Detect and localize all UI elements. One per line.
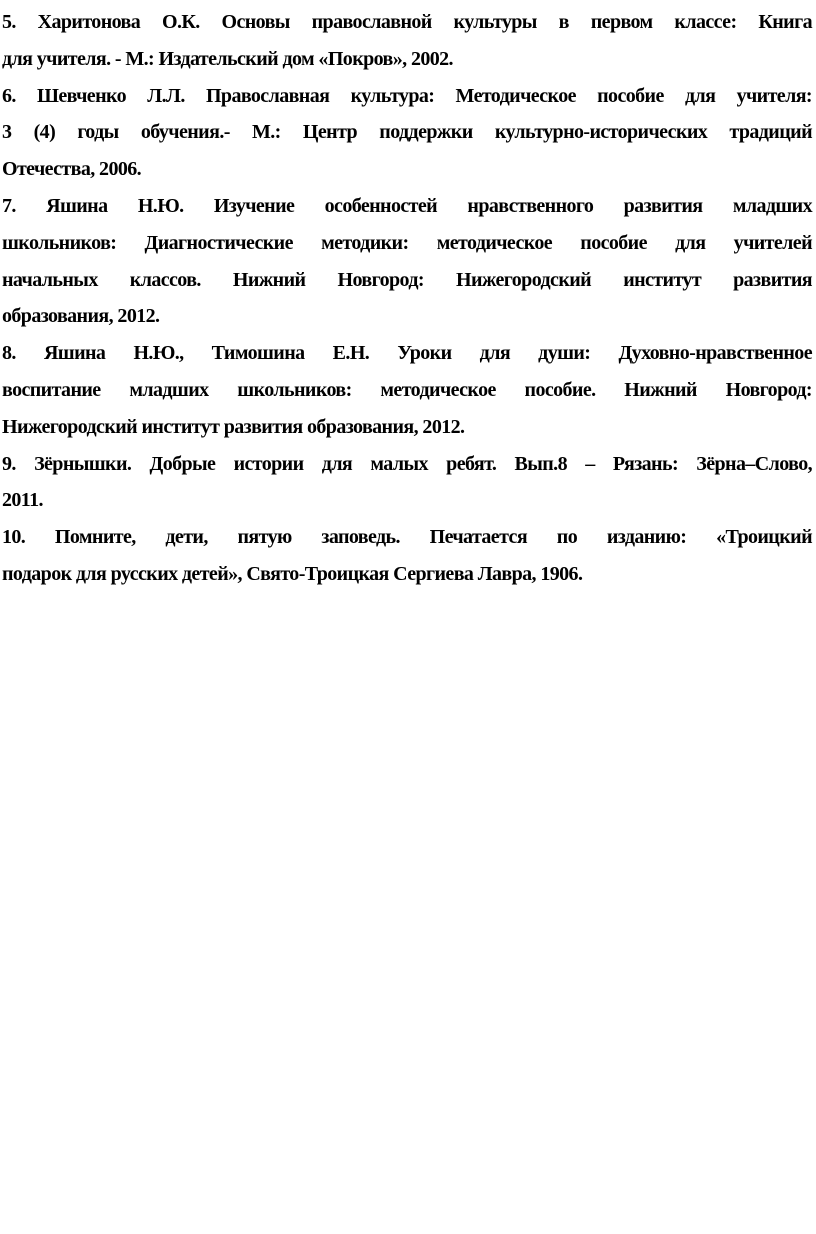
reference-line: подарок для русских детей», Свято-Троицкая Сергиева Лавра, 1906. (2, 562, 583, 585)
reference-line: Нижегородский институт развития образования, 2012. (2, 415, 465, 438)
reference-line: 5. Харитонова О.К. Основы православной культуры в первом классе: Книга (2, 11, 812, 33)
reference-line: 2011. (2, 489, 43, 512)
reference-line: 3 (4) годы обучения.- М.: Центр поддержки культурно-исторических традиций (2, 121, 812, 144)
reference-line: школьников: Диагностические методики: методическое пособие для учителей (2, 231, 812, 254)
reference-line: 9. Зёрнышки. Добрые истории для малых ребят. Вып.8 – Рязань: Зёрна–Слово, (2, 452, 812, 475)
reference-item-9 (2, 446, 812, 520)
reference-line: 8. Яшина Н.Ю., Тимошина Е.Н. Уроки для души: Духовно-нравственное (2, 342, 812, 365)
reference-line: 7. Яшина Н.Ю. Изучение особенностей нравственного развития младших (2, 194, 812, 217)
reference-item-7 (2, 188, 812, 335)
reference-list (2, 4, 812, 593)
reference-item-5 (2, 4, 812, 78)
reference-item-8 (2, 335, 812, 445)
reference-item-10 (2, 519, 812, 593)
reference-line: начальных классов. Нижний Новгород: Нижегородский институт развития (2, 268, 812, 291)
reference-line: воспитание младших школьников: методическое пособие. Нижний Новгород: (2, 378, 812, 401)
reference-line: 6. Шевченко Л.Л. Православная культура: Методическое пособие для учителя: (2, 84, 812, 107)
reference-line: 10. Помните, дети, пятую заповедь. Печатается по изданию: «Троицкий (2, 526, 812, 549)
reference-line: для учителя. - М.: Издательский дом «Покров», 2002. (2, 47, 453, 70)
reference-line: образования, 2012. (2, 305, 160, 328)
reference-item-6 (2, 78, 812, 188)
reference-line: Отечества, 2006. (2, 158, 142, 181)
